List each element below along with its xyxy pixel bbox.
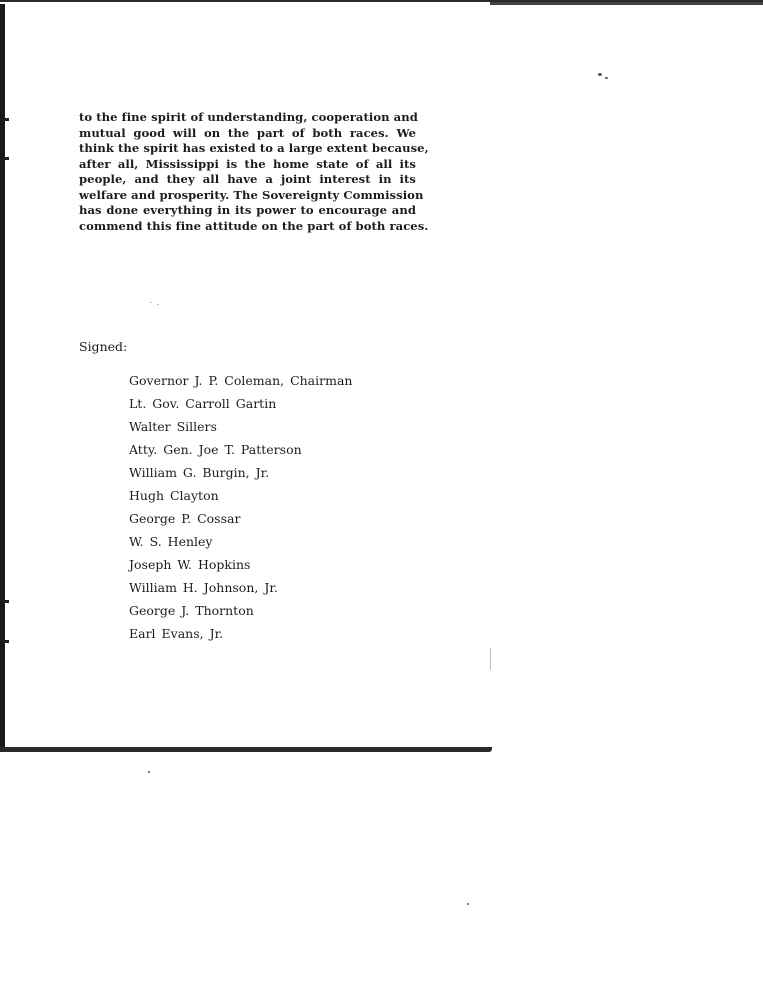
signatory-name: Hugh Clayton (129, 488, 219, 503)
paragraph-line: think the spirit has existed to a large extent because, (79, 141, 429, 155)
scan-bottom-edge (0, 747, 492, 752)
signatory-name: W. S. Henley (129, 534, 213, 549)
paragraph-line: after all, Mississippi is the home state of all its (79, 156, 416, 171)
paragraph-line: mutual good will on the part of both races. We (79, 125, 416, 140)
signatory-name: Earl Evans, Jr. (129, 626, 224, 641)
signatory-name: Atty. Gen. Joe T. Patterson (129, 442, 302, 457)
signatory-name: William H. Johnson, Jr. (129, 580, 278, 595)
scan-mark (4, 157, 9, 160)
paragraph-line: to the fine spirit of understanding, cooperation and (79, 110, 418, 124)
scan-speck (148, 771, 150, 773)
signatory-name: Governor J. P. Coleman, Chairman (129, 373, 353, 388)
scan-speck (467, 903, 469, 905)
signatory-name: George J. Thornton (129, 603, 254, 618)
signed-label: Signed: (79, 339, 128, 354)
scan-speck (157, 304, 159, 305)
scan-hairline (490, 648, 491, 670)
signatory-name: Lt. Gov. Carroll Gartin (129, 396, 277, 411)
signatory-name: Walter Sillers (129, 419, 217, 434)
body-paragraph (79, 110, 429, 234)
scan-mark (4, 600, 9, 603)
paragraph-line: has done everything in its power to encourage and (79, 203, 416, 217)
scan-mark (4, 118, 9, 121)
signatory-list (129, 369, 352, 645)
scan-top-edge (0, 0, 763, 5)
paragraph-line: people, and they all have a joint interest in its (79, 172, 416, 186)
paragraph-line: commend this fine attitude on the part of both races. (79, 218, 429, 233)
signatory-name: Joseph W. Hopkins (129, 557, 251, 572)
scan-speck (605, 77, 608, 79)
scan-speck (150, 302, 152, 303)
paragraph-line: welfare and prosperity. The Sovereignty Commission (79, 187, 424, 202)
scan-mark (4, 640, 9, 643)
signatory-name: William G. Burgin, Jr. (129, 465, 270, 480)
signatory-name: George P. Cossar (129, 511, 241, 526)
scan-speck (598, 73, 602, 76)
